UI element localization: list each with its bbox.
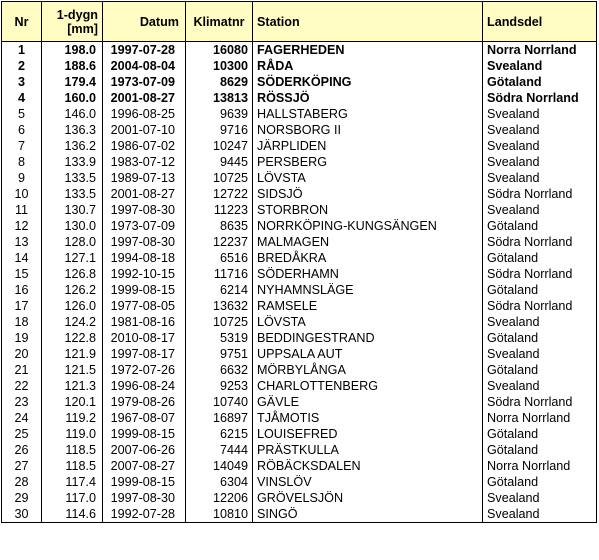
table-row bbox=[2, 506, 597, 523]
cell-station: RÖSSJÖ bbox=[253, 90, 483, 106]
cell-datum: 1989-07-13 bbox=[103, 170, 186, 186]
cell-nr: 5 bbox=[2, 106, 42, 122]
header-nr: Nr bbox=[2, 2, 42, 42]
cell-station: LÖVSTA bbox=[253, 170, 483, 186]
cell-klimatnr: 10247 bbox=[186, 138, 253, 154]
cell-datum: 1999-08-15 bbox=[103, 474, 186, 490]
cell-station: SÖDERHAMN bbox=[253, 266, 483, 282]
cell-station: SIDSJÖ bbox=[253, 186, 483, 202]
cell-datum: 1997-08-30 bbox=[103, 234, 186, 250]
cell-landsdel: Götaland bbox=[483, 442, 597, 458]
cell-nr: 17 bbox=[2, 298, 42, 314]
cell-datum: 2004-08-04 bbox=[103, 58, 186, 74]
header-1-dygn-label: 1-dygn bbox=[56, 7, 98, 22]
cell-nr: 14 bbox=[2, 250, 42, 266]
cell-landsdel: Svealand bbox=[483, 490, 597, 506]
cell-datum: 1999-08-15 bbox=[103, 426, 186, 442]
cell-landsdel: Svealand bbox=[483, 154, 597, 170]
cell-landsdel: Svealand bbox=[483, 138, 597, 154]
cell-station: GÄVLE bbox=[253, 394, 483, 410]
cell-klimatnr: 9445 bbox=[186, 154, 253, 170]
cell-datum: 1967-08-07 bbox=[103, 410, 186, 426]
cell-nr: 26 bbox=[2, 442, 42, 458]
cell-klimatnr: 6215 bbox=[186, 426, 253, 442]
cell-landsdel: Götaland bbox=[483, 426, 597, 442]
cell-datum: 1981-08-16 bbox=[103, 314, 186, 330]
table-header bbox=[2, 2, 597, 42]
cell-1-dygn: 198.0 bbox=[42, 42, 103, 59]
table-row bbox=[2, 346, 597, 362]
cell-1-dygn: 122.8 bbox=[42, 330, 103, 346]
cell-nr: 18 bbox=[2, 314, 42, 330]
table-row bbox=[2, 218, 597, 234]
cell-station: MALMAGEN bbox=[253, 234, 483, 250]
cell-landsdel: Götaland bbox=[483, 218, 597, 234]
cell-datum: 1986-07-02 bbox=[103, 138, 186, 154]
cell-station: BREDÅKRA bbox=[253, 250, 483, 266]
cell-landsdel: Svealand bbox=[483, 122, 597, 138]
cell-klimatnr: 8635 bbox=[186, 218, 253, 234]
cell-landsdel: Södra Norrland bbox=[483, 234, 597, 250]
header-station: Station bbox=[253, 2, 483, 42]
cell-datum: 1973-07-09 bbox=[103, 218, 186, 234]
cell-landsdel: Norra Norrland bbox=[483, 42, 597, 59]
cell-1-dygn: 126.0 bbox=[42, 298, 103, 314]
cell-datum: 1994-08-18 bbox=[103, 250, 186, 266]
cell-1-dygn: 133.5 bbox=[42, 170, 103, 186]
cell-nr: 19 bbox=[2, 330, 42, 346]
cell-nr: 24 bbox=[2, 410, 42, 426]
cell-1-dygn: 127.1 bbox=[42, 250, 103, 266]
cell-klimatnr: 10300 bbox=[186, 58, 253, 74]
cell-nr: 9 bbox=[2, 170, 42, 186]
cell-klimatnr: 13632 bbox=[186, 298, 253, 314]
table-row bbox=[2, 138, 597, 154]
cell-nr: 7 bbox=[2, 138, 42, 154]
cell-1-dygn: 160.0 bbox=[42, 90, 103, 106]
table-row bbox=[2, 298, 597, 314]
cell-nr: 6 bbox=[2, 122, 42, 138]
table-row bbox=[2, 490, 597, 506]
cell-klimatnr: 13813 bbox=[186, 90, 253, 106]
table-row bbox=[2, 266, 597, 282]
cell-station: CHARLOTTENBERG bbox=[253, 378, 483, 394]
cell-landsdel: Svealand bbox=[483, 106, 597, 122]
cell-nr: 29 bbox=[2, 490, 42, 506]
cell-klimatnr: 12206 bbox=[186, 490, 253, 506]
cell-1-dygn: 118.5 bbox=[42, 458, 103, 474]
cell-datum: 1973-07-09 bbox=[103, 74, 186, 90]
cell-landsdel: Svealand bbox=[483, 170, 597, 186]
table-row bbox=[2, 394, 597, 410]
cell-station: TJÅMOTIS bbox=[253, 410, 483, 426]
cell-station: LÖVSTA bbox=[253, 314, 483, 330]
cell-klimatnr: 10810 bbox=[186, 506, 253, 523]
cell-nr: 10 bbox=[2, 186, 42, 202]
table-row bbox=[2, 282, 597, 298]
cell-nr: 25 bbox=[2, 426, 42, 442]
cell-landsdel: Norra Norrland bbox=[483, 410, 597, 426]
cell-klimatnr: 7444 bbox=[186, 442, 253, 458]
cell-nr: 20 bbox=[2, 346, 42, 362]
cell-nr: 21 bbox=[2, 362, 42, 378]
cell-1-dygn: 146.0 bbox=[42, 106, 103, 122]
cell-landsdel: Svealand bbox=[483, 314, 597, 330]
cell-1-dygn: 117.4 bbox=[42, 474, 103, 490]
cell-datum: 1997-08-30 bbox=[103, 202, 186, 218]
cell-landsdel: Södra Norrland bbox=[483, 298, 597, 314]
table-body bbox=[2, 42, 597, 523]
cell-klimatnr: 16080 bbox=[186, 42, 253, 59]
cell-nr: 15 bbox=[2, 266, 42, 282]
cell-1-dygn: 121.3 bbox=[42, 378, 103, 394]
cell-station: SINGÖ bbox=[253, 506, 483, 523]
table-row bbox=[2, 426, 597, 442]
table-row bbox=[2, 250, 597, 266]
cell-station: FAGERHEDEN bbox=[253, 42, 483, 59]
cell-klimatnr: 11716 bbox=[186, 266, 253, 282]
header-1-dygn-unit: [mm] bbox=[67, 21, 98, 36]
table-row bbox=[2, 154, 597, 170]
cell-datum: 2007-08-27 bbox=[103, 458, 186, 474]
cell-1-dygn: 126.2 bbox=[42, 282, 103, 298]
header-row bbox=[2, 2, 597, 42]
cell-station: NORRKÖPING-KUNGSÄNGEN bbox=[253, 218, 483, 234]
table-row bbox=[2, 90, 597, 106]
cell-1-dygn: 133.9 bbox=[42, 154, 103, 170]
cell-station: HALLSTABERG bbox=[253, 106, 483, 122]
cell-station: STORBRON bbox=[253, 202, 483, 218]
table-row bbox=[2, 106, 597, 122]
cell-landsdel: Götaland bbox=[483, 74, 597, 90]
cell-1-dygn: 120.1 bbox=[42, 394, 103, 410]
cell-nr: 23 bbox=[2, 394, 42, 410]
cell-landsdel: Svealand bbox=[483, 202, 597, 218]
cell-1-dygn: 114.6 bbox=[42, 506, 103, 523]
cell-landsdel: Svealand bbox=[483, 506, 597, 523]
cell-1-dygn: 136.3 bbox=[42, 122, 103, 138]
cell-nr: 13 bbox=[2, 234, 42, 250]
cell-landsdel: Södra Norrland bbox=[483, 266, 597, 282]
cell-1-dygn: 121.5 bbox=[42, 362, 103, 378]
cell-datum: 1979-08-26 bbox=[103, 394, 186, 410]
table-row bbox=[2, 378, 597, 394]
cell-station: PRÄSTKULLA bbox=[253, 442, 483, 458]
table-row bbox=[2, 42, 597, 59]
cell-1-dygn: 130.0 bbox=[42, 218, 103, 234]
cell-datum: 2010-08-17 bbox=[103, 330, 186, 346]
cell-datum: 1972-07-26 bbox=[103, 362, 186, 378]
cell-datum: 1996-08-24 bbox=[103, 378, 186, 394]
table-row bbox=[2, 202, 597, 218]
cell-1-dygn: 179.4 bbox=[42, 74, 103, 90]
cell-landsdel: Götaland bbox=[483, 474, 597, 490]
cell-station: NORSBORG II bbox=[253, 122, 483, 138]
cell-datum: 1997-08-17 bbox=[103, 346, 186, 362]
cell-station: SÖDERKÖPING bbox=[253, 74, 483, 90]
table-row bbox=[2, 330, 597, 346]
cell-klimatnr: 10725 bbox=[186, 170, 253, 186]
cell-nr: 11 bbox=[2, 202, 42, 218]
table-row bbox=[2, 186, 597, 202]
cell-1-dygn: 121.9 bbox=[42, 346, 103, 362]
cell-landsdel: Svealand bbox=[483, 58, 597, 74]
table-row bbox=[2, 362, 597, 378]
cell-klimatnr: 6516 bbox=[186, 250, 253, 266]
cell-station: RÖBÄCKSDALEN bbox=[253, 458, 483, 474]
cell-nr: 2 bbox=[2, 58, 42, 74]
cell-1-dygn: 119.2 bbox=[42, 410, 103, 426]
cell-klimatnr: 9716 bbox=[186, 122, 253, 138]
precipitation-records-table bbox=[1, 1, 597, 523]
cell-landsdel: Götaland bbox=[483, 362, 597, 378]
cell-landsdel: Svealand bbox=[483, 346, 597, 362]
cell-klimatnr: 12237 bbox=[186, 234, 253, 250]
cell-klimatnr: 16897 bbox=[186, 410, 253, 426]
cell-1-dygn: 124.2 bbox=[42, 314, 103, 330]
cell-station: UPPSALA AUT bbox=[253, 346, 483, 362]
cell-klimatnr: 9751 bbox=[186, 346, 253, 362]
cell-datum: 2001-07-10 bbox=[103, 122, 186, 138]
cell-1-dygn: 126.8 bbox=[42, 266, 103, 282]
cell-1-dygn: 119.0 bbox=[42, 426, 103, 442]
cell-station: BEDDINGESTRAND bbox=[253, 330, 483, 346]
cell-datum: 1992-10-15 bbox=[103, 266, 186, 282]
cell-klimatnr: 10740 bbox=[186, 394, 253, 410]
table-row bbox=[2, 410, 597, 426]
cell-station: LOUISEFRED bbox=[253, 426, 483, 442]
header-datum: Datum bbox=[103, 2, 186, 42]
cell-nr: 1 bbox=[2, 42, 42, 59]
cell-klimatnr: 9253 bbox=[186, 378, 253, 394]
header-1-dygn bbox=[42, 2, 103, 42]
table-row bbox=[2, 122, 597, 138]
cell-datum: 2001-08-27 bbox=[103, 186, 186, 202]
cell-1-dygn: 128.0 bbox=[42, 234, 103, 250]
table-row bbox=[2, 234, 597, 250]
cell-datum: 1992-07-28 bbox=[103, 506, 186, 523]
table-row bbox=[2, 170, 597, 186]
table-row bbox=[2, 74, 597, 90]
cell-1-dygn: 118.5 bbox=[42, 442, 103, 458]
cell-klimatnr: 10725 bbox=[186, 314, 253, 330]
cell-klimatnr: 14049 bbox=[186, 458, 253, 474]
cell-station: PERSBERG bbox=[253, 154, 483, 170]
cell-nr: 30 bbox=[2, 506, 42, 523]
cell-klimatnr: 8629 bbox=[186, 74, 253, 90]
cell-station: RAMSELE bbox=[253, 298, 483, 314]
cell-klimatnr: 11223 bbox=[186, 202, 253, 218]
cell-datum: 1977-08-05 bbox=[103, 298, 186, 314]
cell-nr: 16 bbox=[2, 282, 42, 298]
cell-station: NYHAMNSLÄGE bbox=[253, 282, 483, 298]
cell-datum: 1999-08-15 bbox=[103, 282, 186, 298]
cell-1-dygn: 130.7 bbox=[42, 202, 103, 218]
cell-nr: 22 bbox=[2, 378, 42, 394]
cell-klimatnr: 6632 bbox=[186, 362, 253, 378]
cell-nr: 8 bbox=[2, 154, 42, 170]
header-landsdel: Landsdel bbox=[483, 2, 597, 42]
cell-landsdel: Södra Norrland bbox=[483, 90, 597, 106]
cell-datum: 1997-07-28 bbox=[103, 42, 186, 59]
cell-1-dygn: 188.6 bbox=[42, 58, 103, 74]
cell-datum: 1996-08-25 bbox=[103, 106, 186, 122]
cell-landsdel: Norra Norrland bbox=[483, 458, 597, 474]
cell-nr: 4 bbox=[2, 90, 42, 106]
cell-station: JÄRPLIDEN bbox=[253, 138, 483, 154]
table-row bbox=[2, 314, 597, 330]
cell-landsdel: Götaland bbox=[483, 250, 597, 266]
table-row bbox=[2, 442, 597, 458]
cell-klimatnr: 5319 bbox=[186, 330, 253, 346]
cell-datum: 2007-06-26 bbox=[103, 442, 186, 458]
cell-nr: 28 bbox=[2, 474, 42, 490]
cell-nr: 27 bbox=[2, 458, 42, 474]
cell-klimatnr: 12722 bbox=[186, 186, 253, 202]
table-row bbox=[2, 58, 597, 74]
cell-landsdel: Södra Norrland bbox=[483, 394, 597, 410]
cell-landsdel: Götaland bbox=[483, 330, 597, 346]
cell-landsdel: Svealand bbox=[483, 378, 597, 394]
cell-landsdel: Götaland bbox=[483, 282, 597, 298]
cell-nr: 12 bbox=[2, 218, 42, 234]
cell-station: RÅDA bbox=[253, 58, 483, 74]
cell-1-dygn: 117.0 bbox=[42, 490, 103, 506]
cell-datum: 2001-08-27 bbox=[103, 90, 186, 106]
cell-klimatnr: 9639 bbox=[186, 106, 253, 122]
table-row bbox=[2, 458, 597, 474]
cell-station: VINSLÖV bbox=[253, 474, 483, 490]
cell-station: MÖRBYLÅNGA bbox=[253, 362, 483, 378]
cell-datum: 1997-08-30 bbox=[103, 490, 186, 506]
cell-datum: 1983-07-12 bbox=[103, 154, 186, 170]
cell-1-dygn: 136.2 bbox=[42, 138, 103, 154]
header-klimatnr: Klimatnr bbox=[186, 2, 253, 42]
cell-klimatnr: 6304 bbox=[186, 474, 253, 490]
cell-nr: 3 bbox=[2, 74, 42, 90]
cell-landsdel: Södra Norrland bbox=[483, 186, 597, 202]
table-row bbox=[2, 474, 597, 490]
cell-1-dygn: 133.5 bbox=[42, 186, 103, 202]
cell-station: GRÖVELSJÖN bbox=[253, 490, 483, 506]
cell-klimatnr: 6214 bbox=[186, 282, 253, 298]
